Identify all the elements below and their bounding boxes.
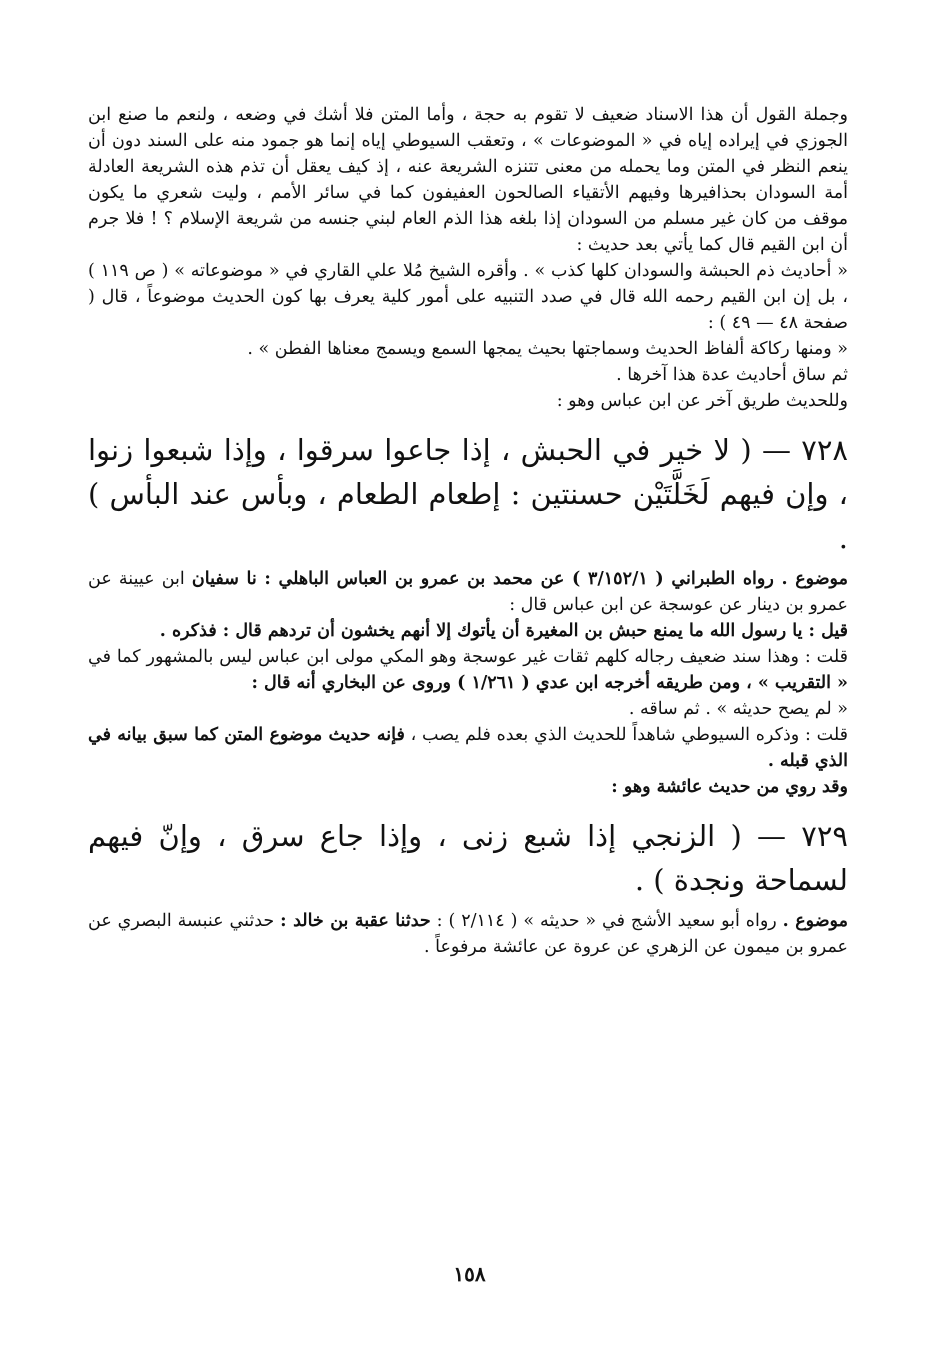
quote-lam-yasih: « لم يصح حديثه » . ثم ساقه . xyxy=(628,699,848,719)
qultu-1-a: قلت : وهذا سند ضعيف رجاله كلهم ثقات غير عوسجة وهو المكي مولى ابن عباس ليس بالمشهور كما في xyxy=(88,647,848,667)
qultu-1 xyxy=(88,644,848,696)
takhrij-729-a: رواه أبو سعيد الأشج في « حديثه » ( ٢/١١٤ ) : xyxy=(436,911,777,931)
page-number: ١٥٨ xyxy=(453,1262,486,1286)
takhrij-729-lead: موضوع . xyxy=(782,911,848,931)
paragraph-another-route: وللحديث طريق آخر عن ابن عباس وهو : xyxy=(556,391,848,411)
paragraph-conclusion: وجملة القول أن هذا الاسناد ضعيف لا تقوم به حجة ، وأما المتن فلا أشك في وضعه ، ولنعم ما صنع ابن الجوزي في إيراده إياه في « الموضوعات » ، وتعقب السيوطي إياه إنما هو جمود منه على السند دون أن ينعم النظر في المتن وما يحمله من معنى تتنزه الشريعة عنه ، إذ كيف يعقل أن تذم هذه الشريعة العادلة أمة السودان بحذافيرها وفيهم الأتقياء الصالحون العفيفون كما في سائر الأمم ، وليت شعري ما يكون موقف من كان غير مسلم من السودان إذا بلغه هذا الذم العام لبني جنسه من شريعة الإسلام ؟ ! فلا جرم أن ابن القيم قال كما يأتي بعد حديث : xyxy=(88,105,848,255)
qultu-1-b: « التقريب » ، ومن طريقه أخرجه ابن عدي ( ١/٢٦١ ) وروى عن البخاري أنه قال : xyxy=(251,673,848,693)
takhrij-728-rest: ابن عيينة عن عمرو بن دينار عن عوسجة عن ابن عباس قال : xyxy=(88,569,848,615)
qultu-2-a: قلت : وذكره السيوطي شاهداً للحديث الذي بعده فلم يصب ، xyxy=(410,725,848,745)
takhrij-729 xyxy=(88,908,848,960)
qultu-2 xyxy=(88,722,848,774)
paragraph-thumma-saq: ثم ساق أحاديث عدة هذا آخرها . xyxy=(616,365,848,385)
takhrij-728-qila: قيل : يا رسول الله ما يمنع حبش بن المغيرة أن يأتوك إلا أنهم يخشون أن تردهم قال : فذكره . xyxy=(159,621,848,641)
page-body xyxy=(88,102,848,960)
paragraph-ibn-qayyim-quote: « أحاديث ذم الحبشة والسودان كلها كذب » . وأقره الشيخ مُلا علي القاري في « موضوعاته » ( ص ١١٩ ) ، بل إن ابن القيم رحمه الله قال في صدد التنبيه على أمور كلية يعرف بها كون الحديث موضوعاً ، قال ( صفحة ٤٨ — ٤٩ ) : xyxy=(88,261,848,333)
takhrij-728 xyxy=(88,566,848,618)
takhrij-728-lead: موضوع . رواه الطبراني ( ٣/١٥٢/١ ) عن محمد بن عمرو بن العباس الباهلي : نا سفيان xyxy=(191,569,848,589)
intro-729: وقد روي من حديث عائشة وهو : xyxy=(611,777,848,797)
qultu-2-b: فإنه حديث موضوع المتن كما سبق بيانه في الذي قبله . xyxy=(88,725,848,771)
takhrij-729-c: حدثني عنبسة البصري عن عمرو بن ميمون عن الزهري عن عروة عن عائشة مرفوعاً . xyxy=(88,911,848,957)
paragraph-rakaka-quote: « ومنها ركاكة ألفاظ الحديث وسماجتها بحيث يمجها السمع ويسمج معناها الفطن » . xyxy=(247,339,848,359)
hadith-729: ٧٢٩ — ( الزنجي إذا شبع زنى ، وإذا جاع سرق ، وإنّ فيهم لسماحة ونجدة ) . xyxy=(88,819,848,897)
takhrij-729-b: حدثنا عقبة بن خالد : xyxy=(280,911,431,931)
hadith-728: ٧٢٨ — ( لا خير في الحبش ، إذا جاعوا سرقوا ، وإذا شبعوا زنوا ، وإن فيهم لَخَلَّتَيْن حسنتين : إطعام الطعام ، وبأس عند البأس ) . xyxy=(88,433,848,555)
